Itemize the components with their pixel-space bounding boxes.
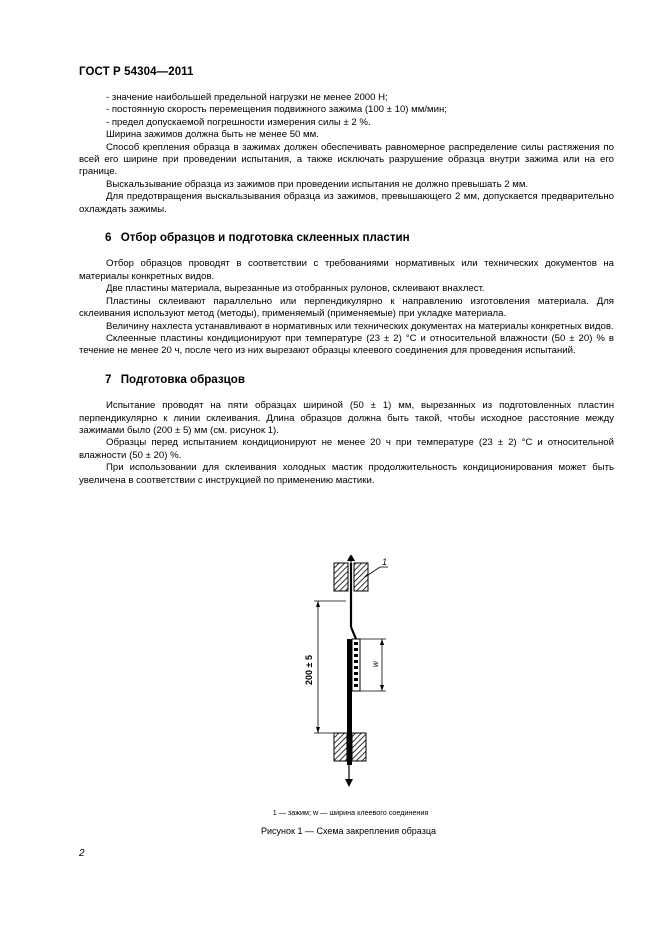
list-item-load: - значение наибольшей предельной нагрузки не менее 2000 Н; [106, 92, 388, 103]
list-item-error: - предел допускаемой погрешности измерения силы ± 2 %. [106, 116, 371, 128]
section-7-number: 7 [105, 372, 112, 386]
w-dim-arrow-top [380, 639, 384, 645]
figure-caption-text: Рисунок 1 — Схема закрепления образца [261, 826, 436, 836]
section-6-paragraph-3: Пластины склеивают параллельно или перпендикулярно к направлению изготовления материала. Для склеивания используют метод (методы), применяемый (применяемые) при укладке материала. [79, 295, 614, 320]
section-7-heading [105, 374, 614, 386]
paragraph-clamp-width: Ширина зажимов должна быть не менее 50 мм. [106, 129, 319, 141]
callout-label: 1 [382, 557, 388, 567]
section-6-title: Отбор образцов и подготовка склеенных пластин [120, 231, 410, 245]
figure-legend-text: 1 — зажим; w — ширина клеевого соединения [272, 808, 429, 817]
bottom-clamp-right [352, 733, 366, 761]
page-number: 2 [79, 848, 85, 859]
section-6-paragraph-4: Величину нахлеста устанавливают в нормативных или технических документах на материалы конкретных видов. [106, 320, 614, 332]
bottom-clamp-left [334, 733, 347, 761]
dim200-arrow-bottom [316, 727, 320, 733]
bottom-arrow-head [345, 779, 353, 787]
w-dim-label: w [371, 661, 380, 667]
top-clamp-left [334, 563, 348, 591]
figure-1-diagram [290, 555, 410, 790]
section-6-heading [105, 232, 614, 244]
section-6-paragraph-5: Склеенные пластины кондиционируют при температуре (23 ± 2) °С и относительной влажности (50 ± 20) % в течение не менее 20 ч, после чего из них вырезают образцы клеевого соединения для проведения испытаний. [79, 332, 614, 357]
paragraph-clamp-method: Способ крепления образца в зажимах должен обеспечивать равномерное распределение силы растяжения по всей его ширине при проведении испытания, а также исключать разрушение образца внутри зажима или на его границе. [79, 141, 614, 178]
section-6-paragraph-1: Отбор образцов проводят в соответствии с требованиями нормативных или технических документов на материалы конкретных видов. [79, 258, 614, 282]
list-item-speed: - постоянную скорость перемещения подвижного зажима (100 ± 10) мм/мин; [106, 104, 447, 116]
section-6-paragraph-2: Две пластины материала, вырезанные из отобранных рулонов, склеивают внахлест. [106, 283, 485, 295]
adhesive-joint [352, 639, 360, 691]
top-clamp-right [354, 563, 368, 591]
paragraph-slippage: Выскальзывание образца из зажимов при проведении испытания не должно превышать 2 мм. [106, 178, 529, 190]
section-7-paragraph-3: При использовании для склеивания холодных мастик продолжительность кондиционирования может быть увеличена в соответствии с инструкцией по применению мастики. [79, 462, 614, 486]
section-7-paragraph-1: Испытание проводят на пяти образцах шириной (50 ± 1) мм, вырезанных из подготовленных пластин перпендикулярно к линии склеивания. Длина образцов должна быть такой, чтобы исходное расстояние между зажимами было (200 ± 5) мм (см. рисунок 1). [79, 400, 614, 436]
specimen-lower-strip [347, 639, 352, 765]
dim200-label: 200 ± 5 [304, 655, 314, 685]
w-dim-arrow-bottom [380, 685, 384, 691]
specimen-bend [351, 627, 356, 639]
top-arrow-head [347, 555, 355, 561]
paragraph-cooling: Для предотвращения выскальзывания образца из зажимов, превышающего 2 мм, допускается предварительно охлаждать зажимы. [79, 191, 614, 215]
section-7-paragraph-2: Образцы перед испытанием кондиционируют не менее 20 ч при температуре (23 ± 2) °С и относительной влажности (50 ± 20) %. [79, 437, 614, 461]
document-code-header: ГОСТ Р 54304—2011 [79, 66, 194, 78]
figure-legend [0, 808, 661, 817]
section-6-number: 6 [105, 231, 112, 245]
dim200-arrow-top [316, 601, 320, 607]
section-7-title: Подготовка образцов [120, 372, 245, 386]
main-text [79, 92, 614, 487]
figure-caption [0, 826, 661, 836]
